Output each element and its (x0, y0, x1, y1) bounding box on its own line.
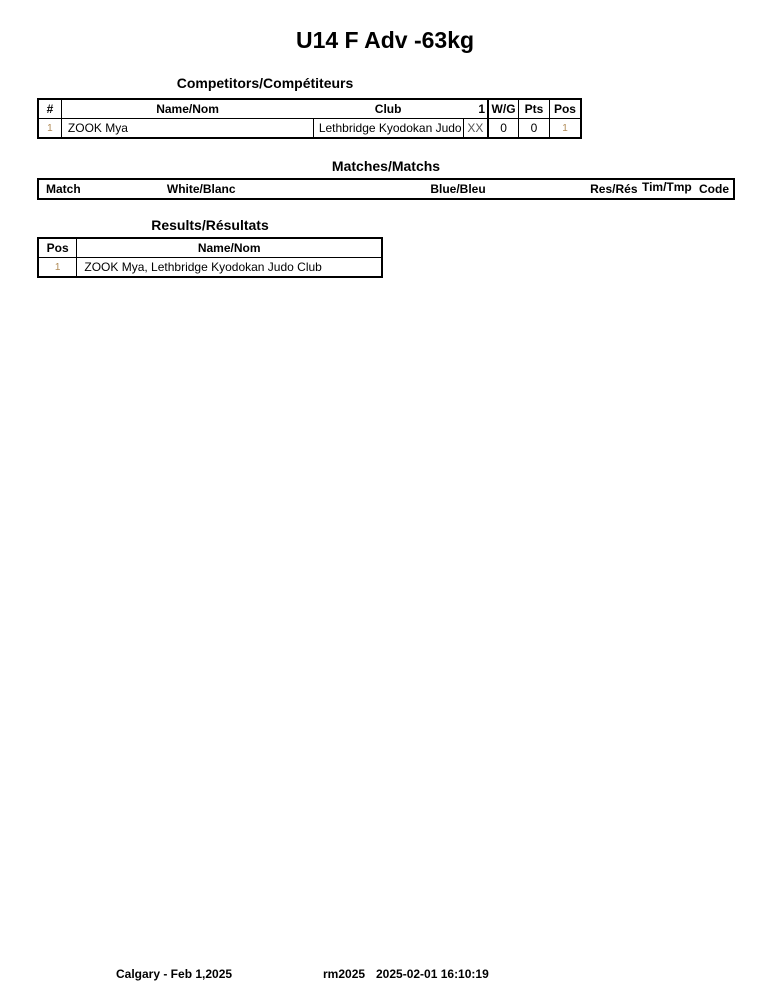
competitor-wins: 0 (488, 119, 518, 139)
footer-timestamp: 2025-02-01 16:10:19 (376, 967, 489, 981)
result-row (38, 258, 382, 278)
column-name: Name/Nom (61, 99, 313, 119)
page-title: U14 F Adv -63kg (295, 27, 475, 53)
competitor-points: 0 (519, 119, 550, 139)
column-time: Tim/Tmp (641, 180, 692, 194)
competitors-header-row (38, 99, 581, 119)
column-result: Res/Rés (590, 182, 638, 196)
matches-header-row (38, 179, 734, 199)
footer-location: Calgary - Feb 1,2025 (116, 967, 233, 981)
column-club: Club (313, 99, 463, 119)
column-result-position: Pos (38, 238, 77, 258)
column-white: White/Blanc (166, 182, 236, 196)
column-num: # (38, 99, 61, 119)
result-name: ZOOK Mya, Lethbridge Kyodokan Judo Club (77, 258, 382, 278)
competitor-num: 1 (38, 119, 61, 139)
matches-heading: Matches/Matchs (331, 158, 441, 174)
column-match: Match (46, 182, 81, 196)
results-header-row (38, 238, 382, 258)
competitor-position: 1 (549, 119, 581, 139)
results-heading: Results/Résultats (151, 217, 269, 233)
column-wins: W/G (488, 99, 518, 119)
column-points: Pts (519, 99, 550, 119)
matches-table (37, 178, 735, 200)
result-position: 1 (38, 258, 77, 278)
footer-version: rm2025 (323, 967, 366, 981)
column-blue: Blue/Bleu (430, 182, 486, 196)
column-result-name: Name/Nom (77, 238, 382, 258)
column-position: Pos (549, 99, 581, 119)
competitor-round-1: XX (463, 119, 488, 139)
competitor-club: Lethbridge Kyodokan Judo (313, 119, 463, 139)
competitor-name: ZOOK Mya (61, 119, 313, 139)
competitors-table (37, 98, 582, 139)
column-round-1: 1 (463, 99, 488, 119)
competitor-row (38, 119, 581, 139)
results-table (37, 237, 383, 278)
competitors-heading: Competitors/Compétiteurs (176, 75, 354, 91)
column-code: Code (699, 182, 729, 196)
